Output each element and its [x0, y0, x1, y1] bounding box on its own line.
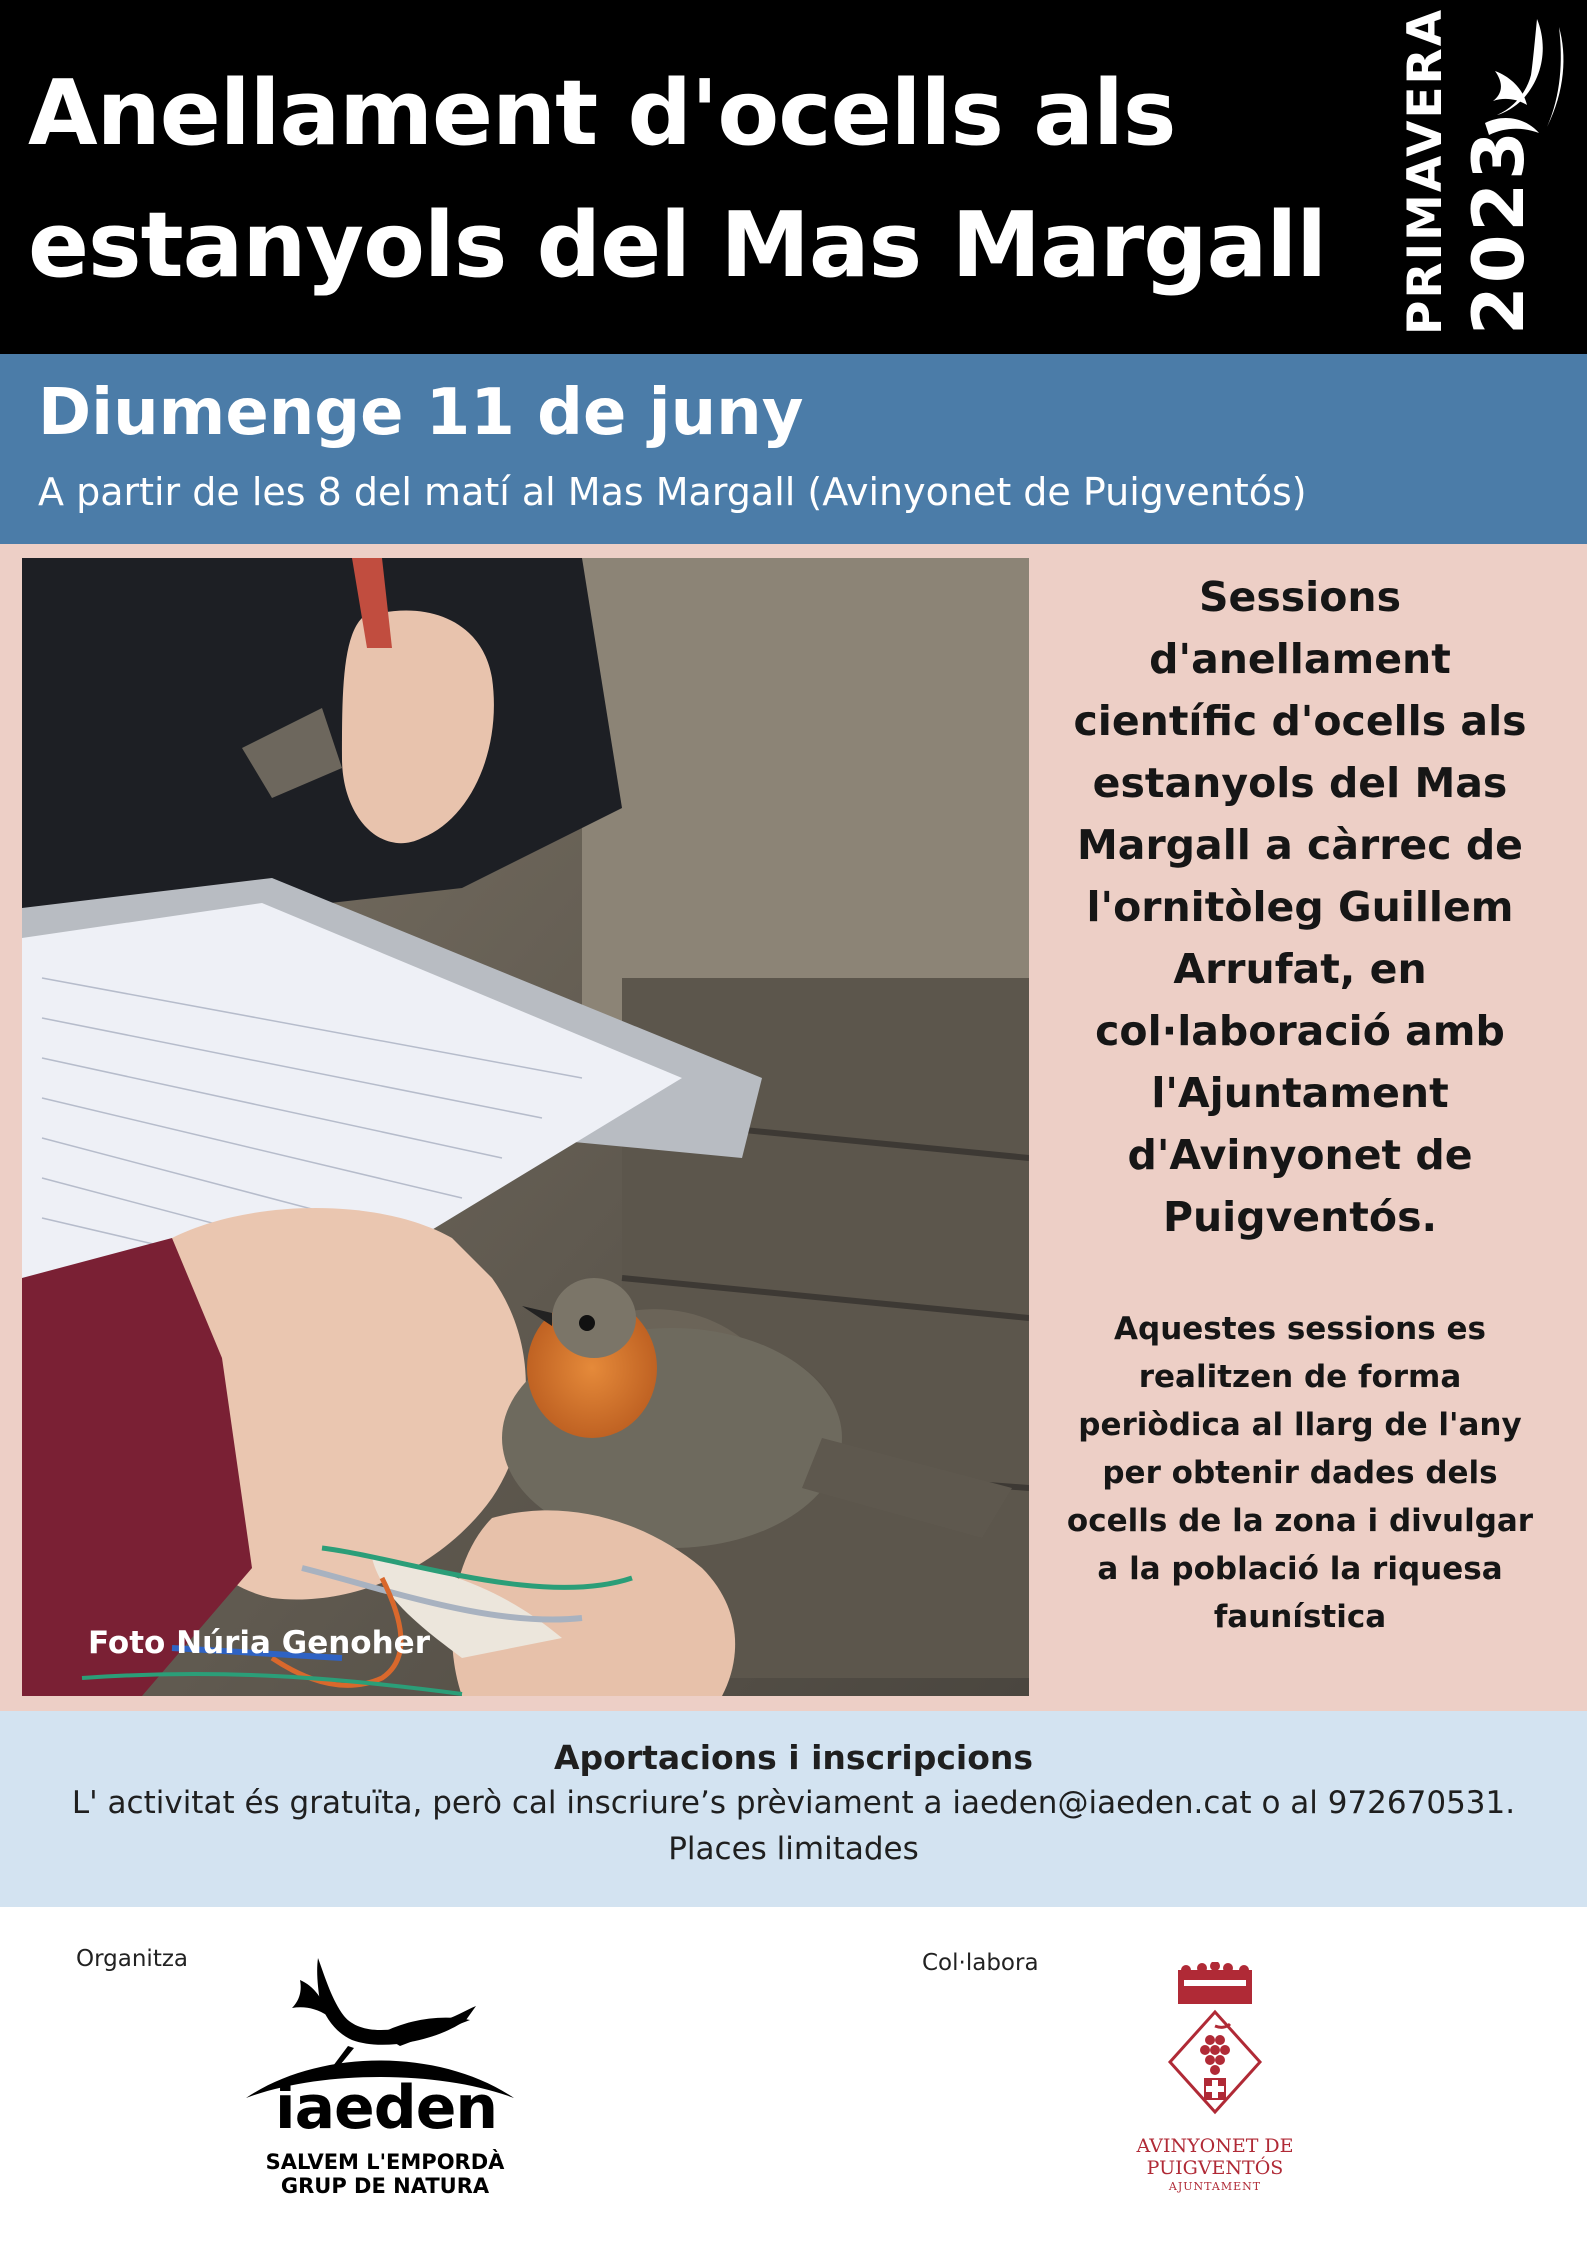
registration-band [0, 1711, 1587, 1907]
title-line-2: estanyols del Mas Margall [28, 193, 1327, 298]
iaeden-tagline-2: GRUP DE NATURA [280, 2174, 490, 2198]
header-banner [0, 0, 1587, 354]
municipality-name-2: PUIGVENTÓS [1146, 2157, 1284, 2179]
event-details: A partir de les 8 del matí al Mas Margall (Avinyonet de Puigventós) [38, 470, 1307, 514]
municipality-name-1: AVINYONET DE [1136, 2135, 1294, 2157]
iaeden-tagline-1: SALVEM L'EMPORDÀ [265, 2150, 505, 2174]
photo-credit: Foto Núria Genoher [88, 1625, 430, 1661]
iaeden-wordmark: iaeden [275, 2073, 498, 2143]
registration-text: L' activitat és gratuïta, però cal inscriure’s prèviament a iaeden@iaeden.cat o al 972670531. [71, 1785, 1516, 1821]
bird-logo-icon [1475, 15, 1587, 155]
season-year: 2023 [1458, 128, 1540, 335]
municipality-name [1110, 2135, 1320, 2179]
collaborator-label: Col·labora [922, 1950, 1039, 1976]
photo-illustration [22, 558, 1029, 1696]
event-date: Diumenge 11 de juny [38, 376, 804, 450]
title-line-1: Anellament d'ocells als [28, 61, 1176, 166]
date-band [0, 354, 1587, 544]
content-section [0, 544, 1587, 1711]
registration-note: Places limitades [668, 1831, 919, 1867]
registration-title: Aportacions i inscripcions [553, 1738, 1033, 1777]
page-title [28, 48, 1368, 312]
iaeden-tagline [260, 2150, 510, 2198]
season-label: PRIMAVERA [1398, 7, 1453, 335]
description-main: Sessions d'anellament científic d'ocells als estanyols del Mas Margall a càrrec de l'ornitòleg Guillem Arrufat, en col·laboració amb l'Ajuntament d'Avinyonet de Puigventós. [1073, 573, 1527, 1241]
municipality-subtitle: AJUNTAMENT [1168, 2180, 1262, 2193]
bird-ringing-photo [22, 558, 1029, 1696]
organizer-label: Organitza [76, 1946, 189, 1972]
municipal-coat-of-arms-icon [1160, 1962, 1270, 2127]
description-secondary: Aquestes sessions es realitzen de forma periòdica al llarg de l'any per obtenir dades dels ocells de la zona i divulgar a la població la riquesa faunística [1066, 1311, 1534, 1635]
